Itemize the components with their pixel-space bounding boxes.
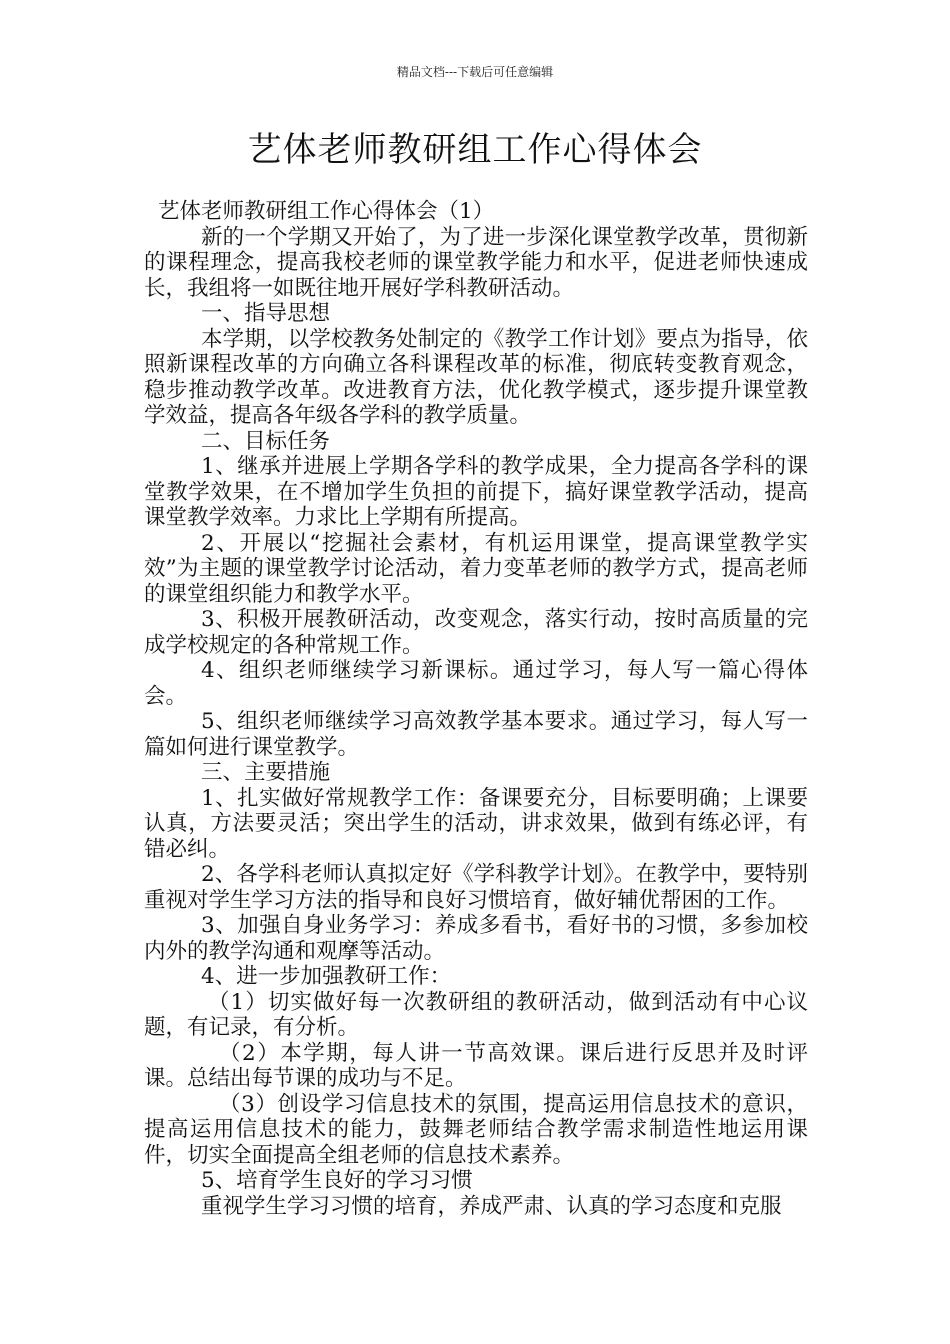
paragraph: 3、积极开展教研活动，改变观念，落实行动，按时高质量的完成学校规定的各种常规工作。 (144, 607, 808, 658)
document-title: 艺体老师教研组工作心得体会 (247, 130, 703, 170)
paragraph: 本学期，以学校教务处制定的《教学工作计划》要点为指导，依照新课程改革的方向确立各科课程改革的标准，彻底转变教育观念，稳步推动教学改革。改进教育方法，优化教学模式，逐步提升课堂教学效益，提高各年级各学科的教学质量。 (144, 326, 808, 428)
paragraph: （3）创设学习信息技术的氛围，提高运用信息技术的意识，提高运用信息技术的能力，鼓舞老师结合教学需求制造性地运用课件，切实全面提高全组老师的信息技术素养。 (144, 1091, 808, 1168)
document-body (144, 199, 808, 1219)
paragraph: 5、组织老师继续学习高效教学基本要求。通过学习，每人写一篇如何进行课堂教学。 (144, 709, 808, 760)
paragraph: 2、开展以“挖掘社会素材，有机运用课堂，提高课堂教学实效”为主题的课堂教学讨论活动，着力变革老师的教学方式，提高老师的课堂组织能力和教学水平。 (144, 530, 808, 607)
header-watermark: 精品文档---下载后可任意编辑 (396, 65, 554, 79)
section-heading: 二、目标任务 (201, 428, 331, 454)
section-heading: 一、指导思想 (201, 301, 331, 326)
paragraph: 4、进一步加强教研工作： (201, 964, 452, 989)
paragraph: 新的一个学期又开始了，为了进一步深化课堂教学改革，贯彻新的课程理念，提高我校老师的课堂教学能力和水平，促进老师快速成长，我组将一如既往地开展好学科教研活动。 (144, 224, 808, 301)
section-heading: 三、主要措施 (201, 760, 331, 785)
paragraph: 1、继承并进展上学期各学科的教学成果，全力提高各学科的课堂教学效果，在不增加学生负担的前提下，搞好课堂教学活动，提高课堂教学效率。力求比上学期有所提高。 (144, 454, 808, 530)
paragraph: 4、组织老师继续学习新课标。通过学习，每人写一篇心得体会。 (144, 658, 808, 709)
paragraph: 2、各学科老师认真拟定好《学科教学计划》。在教学中，要特别重视对学生学习方法的指导和良好习惯培育，做好辅优帮困的工作。 (144, 862, 808, 913)
section-subtitle: 艺体老师教研组工作心得体会（1） (158, 199, 495, 224)
paragraph: （1）切实做好每一次教研组的教研活动，做到活动有中心议题，有记录，有分析。 (144, 989, 808, 1040)
paragraph: 5、培育学生良好的学习习惯 (201, 1168, 473, 1193)
paragraph: 重视学生学习习惯的培育，养成严肃、认真的学习态度和克服 (201, 1193, 782, 1219)
paragraph: 3、加强自身业务学习：养成多看书，看好书的习惯，多参加校内外的教学沟通和观摩等活动。 (144, 913, 808, 964)
paragraph: 1、扎实做好常规教学工作：备课要充分，目标要明确；上课要认真，方法要灵活；突出学生的活动，讲求效果，做到有练必评，有错必纠。 (144, 785, 808, 862)
paragraph: （2）本学期，每人讲一节高效课。课后进行反思并及时评课。总结出每节课的成功与不足。 (144, 1040, 808, 1091)
